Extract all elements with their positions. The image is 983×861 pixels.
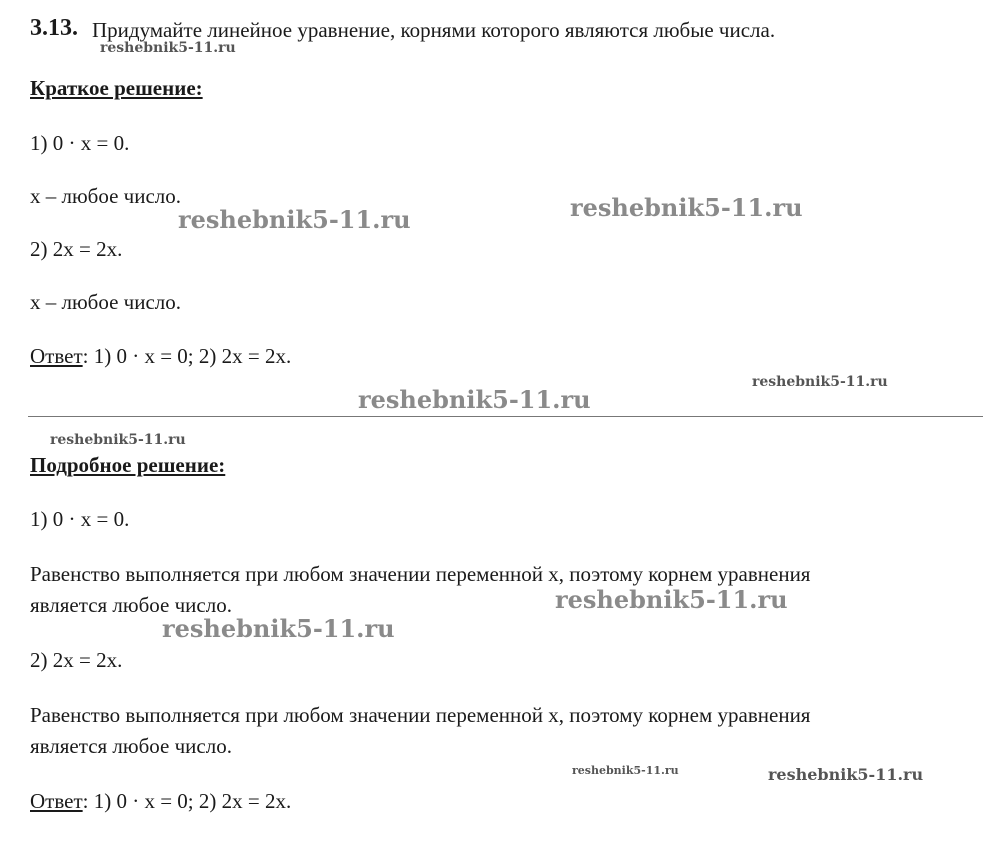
watermark: reshebnik5-11.ru (768, 765, 924, 784)
detailed-paragraph-1a: Равенство выполняется при любом значении переменной x, поэтому корнем уравнения (30, 562, 811, 586)
watermark: reshebnik5-11.ru (50, 432, 186, 448)
short-line-2: x – любое число. (30, 184, 182, 208)
detailed-answer-text: : 1) 0 · x = 0; 2) 2x = 2x. (82, 789, 292, 813)
short-line-1: 1) 0 · x = 0. (30, 131, 130, 155)
detailed-line-2: 2) 2x = 2x. (30, 648, 123, 672)
watermark: reshebnik5-11.ru (162, 614, 395, 643)
short-line-3: 2) 2x = 2x. (30, 237, 123, 261)
section-divider (28, 416, 983, 417)
watermark: reshebnik5-11.ru (358, 385, 591, 414)
short-answer-text: : 1) 0 · x = 0; 2) 2x = 2x. (82, 344, 292, 368)
detailed-paragraph-2a: Равенство выполняется при любом значении переменной x, поэтому корнем уравнения (30, 703, 811, 727)
detailed-paragraph-2b: является любое число. (30, 734, 232, 758)
detailed-solution-heading: Подробное решение: (30, 453, 226, 477)
short-answer-label: Ответ (30, 344, 83, 368)
watermark: reshebnik5-11.ru (178, 205, 411, 234)
short-line-4: x – любое число. (30, 290, 182, 314)
watermark: reshebnik5-11.ru (100, 40, 236, 56)
detailed-answer (30, 789, 291, 813)
watermark: reshebnik5-11.ru (752, 374, 888, 390)
watermark: reshebnik5-11.ru (555, 585, 788, 614)
watermark: reshebnik5-11.ru (570, 193, 803, 222)
short-solution-heading: Краткое решение: (30, 76, 203, 100)
task-number: 3.13. (30, 15, 78, 41)
detailed-paragraph-1b: является любое число. (30, 593, 232, 617)
watermark: reshebnik5-11.ru (572, 764, 679, 777)
task-text: Придумайте линейное уравнение, корнями которого являются любые числа. (92, 18, 776, 42)
detailed-answer-label: Ответ (30, 789, 83, 813)
short-answer (30, 344, 291, 368)
detailed-line-1: 1) 0 · x = 0. (30, 507, 130, 531)
